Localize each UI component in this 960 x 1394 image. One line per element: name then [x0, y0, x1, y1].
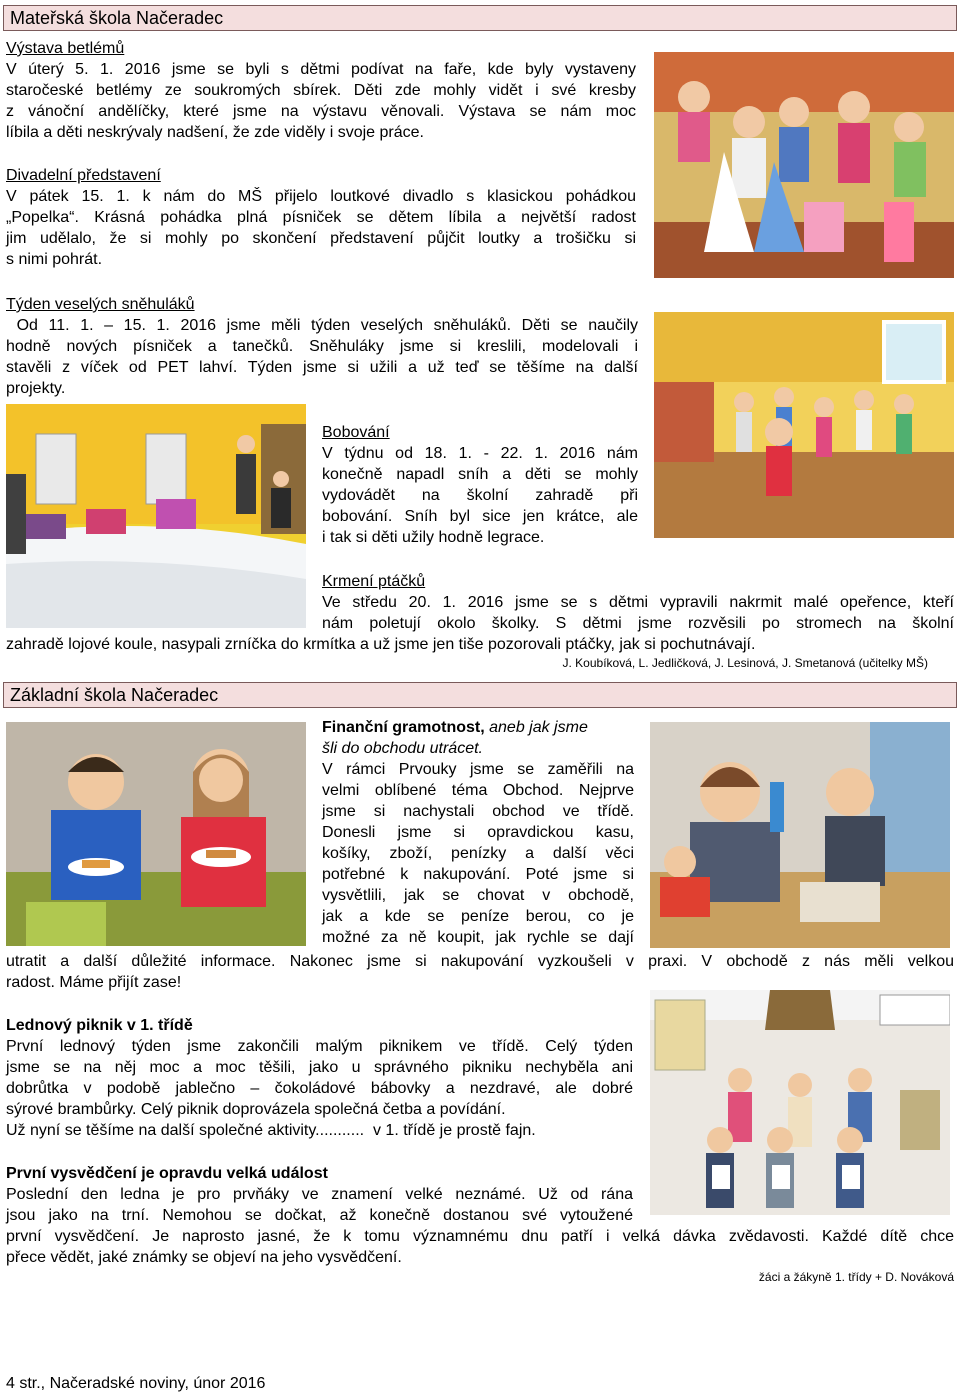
- article-gramotnost: [322, 717, 634, 948]
- ms-section-header: [3, 5, 957, 31]
- photo-class-certificates: [650, 990, 950, 1215]
- body-line: zahradě lojové koule, nasypali zrníčka do krmítka a už jsme jen tiše pozorovali ptáčky, jak si pochutnávají.: [6, 636, 756, 653]
- body-line: i tak si děti užily hodně legrace.: [322, 529, 545, 546]
- body-line: jsme si nachystali obchod ve třídě.: [322, 803, 634, 820]
- ms-signature: J. Koubíková, L. Jedličková, J. Lesinová, J. Smetanová (učitelky MŠ): [562, 656, 928, 670]
- article-subheading: [322, 738, 634, 759]
- zs-signature: žáci a žákyně 1. třídy + D. Nováková: [758, 1270, 954, 1284]
- article-bobovani: [322, 422, 638, 548]
- body-line: Donesli jsme si opravdickou kasu,: [322, 824, 634, 841]
- body-line: V úterý 5. 1. 2016 jsme se byli s dětmi podívat na faře, kde byly vystaveny: [6, 61, 636, 78]
- body-line: líbila a děti neskrývaly nadšení, že zde viděly i svoje práce.: [6, 124, 424, 141]
- body-line: jsou jako na trní. Nemohou se dočkat, až konečně dostanou své vytoužené: [6, 1207, 633, 1224]
- body-line: možné za ně koupit, jak rychle se dají: [322, 929, 634, 946]
- article-krmeni: [322, 571, 954, 634]
- article-heading: Krmení ptáčků: [322, 573, 426, 590]
- zs-section-title: Základní škola Načeradec: [10, 685, 219, 705]
- heading-bold: Finanční gramotnost,: [322, 719, 485, 736]
- body-line: jsme se na něj moc a moc těšili, jako u správného pikniku nechyběla ani: [6, 1059, 633, 1076]
- article-heading: Bobování: [322, 424, 390, 441]
- body-line: jak a kde se peníze berou, co je: [322, 908, 634, 925]
- body-line: bobování. Sníh byl sice jen krátce, ale: [322, 508, 638, 525]
- body-line: stavěli z víček od PET lahví. Týden jsme si užili a už teď se těšíme na další: [6, 359, 638, 376]
- article-body: [6, 1184, 633, 1226]
- heading-bold: Lednový piknik v 1. třídě: [6, 1017, 193, 1034]
- body-line: jim udělalo, že si mohly po skončení představení půjčit loutky a trošičku si: [6, 230, 636, 247]
- body-line: vydovádět na školní zahradě při: [322, 487, 638, 504]
- article-betlemy: [6, 38, 636, 143]
- article-body: [322, 443, 638, 548]
- body-line: přece vědět, jaké známky se objeví na jeho vysvědčení.: [6, 1249, 402, 1266]
- article-body: [6, 1036, 633, 1141]
- body-line: s nimi pohrát.: [6, 251, 103, 268]
- article-body: [6, 186, 636, 270]
- body-line: radost. Máme přijít zase!: [6, 974, 182, 991]
- body-line: nám poletují okolo školky. S dětmi jsme rozvěsili po stromech na školní: [322, 615, 954, 632]
- heading-italic: aneb jak jsme: [484, 719, 588, 736]
- article-snehulaci: [6, 294, 638, 399]
- body-line: konečně napadl sníh a děti se mohly: [322, 466, 638, 483]
- article-heading: Týden veselých sněhuláků: [6, 296, 195, 313]
- body-line: Od 11. 1. – 15. 1. 2016 jsme měli týden veselých sněhuláků. Děti se naučily: [6, 317, 638, 334]
- body-line: košíky, zboží, penízky a další věci: [322, 845, 634, 862]
- article-divadlo: [6, 165, 636, 270]
- body-line: V rámci Prvouky jsme se zaměřili na: [322, 761, 634, 778]
- article-piknik: [6, 1015, 633, 1141]
- body-line: velmi oblíbené téma Obchod. Nejprve: [322, 782, 634, 799]
- article-body: [6, 59, 636, 143]
- article-gramotnost-continued: [6, 951, 954, 993]
- body-line: projekty.: [6, 380, 66, 397]
- body-line: z vánoční andělíčky, které jsme na výstavu věnovali. Výstava se nám moc: [6, 103, 636, 120]
- article-heading: [322, 717, 634, 738]
- body-line: první vysvědčení. Je naprosto jasné, že k tomu významnému dnu patří i velká dávka zvědavosti. Každé dítě chce: [6, 1228, 954, 1245]
- article-vysvedceni-continued: [6, 1226, 954, 1268]
- photo-children-puppets: [654, 52, 954, 278]
- body-line: V pátek 15. 1. k nám do MŠ přijelo loutkové divadlo s klasickou pohádkou: [6, 188, 636, 205]
- body-line: Už nyní se těšíme na další společné aktivity........... v 1. třídě je prostě fajn.: [6, 1122, 536, 1139]
- article-body: [322, 759, 634, 948]
- body-line: První lednový týden jsme zakončili malým piknikem ve třídě. Celý týden: [6, 1038, 633, 1055]
- article-heading: [6, 1163, 633, 1184]
- body-line: utratit a další důležité informace. Nakonec jsme si nakupování vyzkoušeli v praxi. V obchodě z nás měli velkou: [6, 953, 954, 970]
- article-krmeni-continued: [6, 634, 956, 655]
- body-line: vysvětlili, jak se chovat v obchodě,: [322, 887, 634, 904]
- body-line: staročeské betlémy ze soukromých sbírek. Děti zde mohly vidět i své kresby: [6, 82, 636, 99]
- body-line: sýrové brambůrky. Celý piknik doprovázela společná četba a povídání.: [6, 1101, 506, 1118]
- body-line: hodně nových písniček a tanečků. Sněhuláky jsme si kreslili, modelovali i: [6, 338, 638, 355]
- photo-shop-play: [650, 722, 950, 948]
- body-line: „Popelka“. Krásná pohádka plná písniček se dětem líbila a největší radost: [6, 209, 636, 226]
- article-heading: Divadelní představení: [6, 167, 161, 184]
- photo-sledging: [6, 404, 306, 628]
- photo-children-snack: [6, 722, 306, 946]
- zs-section-header: [3, 682, 957, 708]
- article-heading: Výstava betlémů: [6, 40, 125, 57]
- photo-children-dancing: [654, 312, 954, 538]
- article-vysvedceni: [6, 1163, 633, 1226]
- body-line: V týdnu od 18. 1. - 22. 1. 2016 nám: [322, 445, 638, 462]
- body-line: Ve středu 20. 1. 2016 jsme se s dětmi vypravili nakrmit malé opeřence, kteří: [322, 594, 954, 611]
- ms-section-title: Mateřská škola Načeradec: [10, 8, 224, 28]
- body-line: Poslední den ledna je pro prvňáky ve znamení velké neznámé. Už od rána: [6, 1186, 633, 1203]
- heading-bold: První vysvědčení je opravdu velká událost: [6, 1165, 328, 1182]
- body-line: potřebné k nakupování. Poté jsme si: [322, 866, 634, 883]
- article-body: [322, 592, 954, 634]
- heading-italic: šli do obchodu utrácet.: [322, 740, 483, 757]
- page-footer: 4 str., Načeradské noviny, únor 2016: [6, 1375, 266, 1392]
- article-heading: [6, 1015, 633, 1036]
- article-body: [6, 315, 638, 399]
- body-line: dobrůtka v podobě jablečno – čokoládové bábovky a nezdravé, ale dobré: [6, 1080, 633, 1097]
